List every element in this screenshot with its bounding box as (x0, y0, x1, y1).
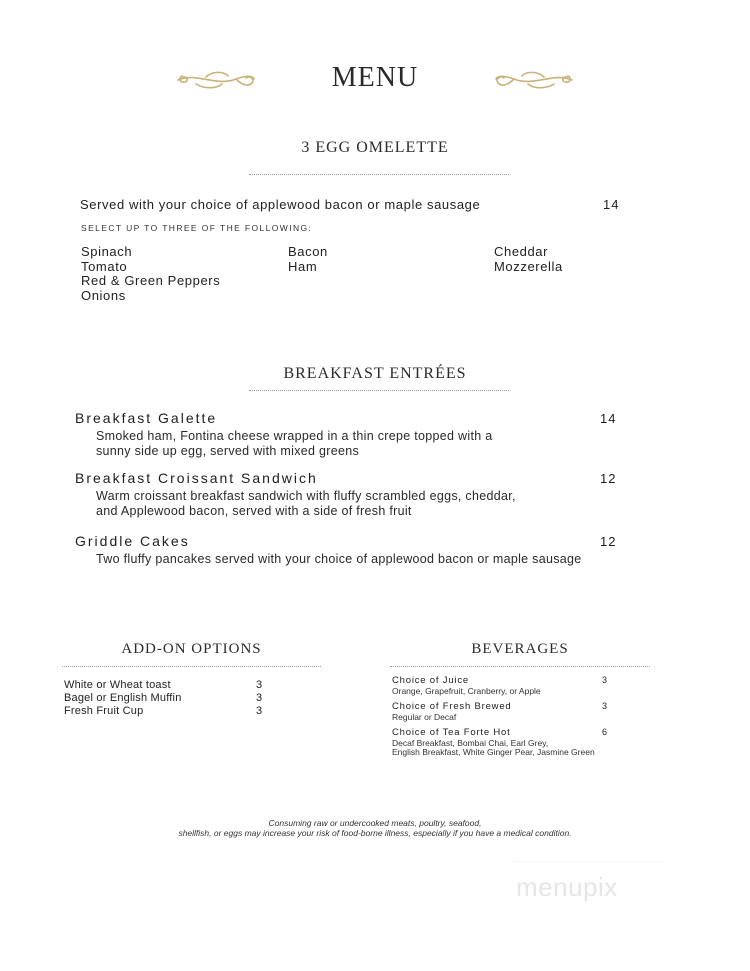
beverage-options: Decaf Breakfast, Bombai Chai, Earl Grey, (392, 738, 549, 748)
beverage-name: Choice of Fresh Brewed (392, 701, 512, 712)
beverage-options: English Breakfast, White Ginger Pear, Jasmine Green (392, 747, 595, 757)
beverage-price: 3 (602, 675, 608, 685)
omelette-select-note: SELECT UP TO THREE OF THE FOLLOWING: (81, 223, 313, 233)
addon-name: Bagel or English Muffin (64, 692, 182, 704)
right-flourish-ornament (494, 67, 574, 93)
watermark-logo: menupix (516, 872, 618, 902)
addon-price: 3 (256, 692, 263, 704)
omelette-description: Served with your choice of applewood bacon or maple sausage (80, 197, 481, 212)
addon-price: 3 (256, 679, 263, 691)
beverage-name: Choice of Tea Forte Hot (392, 727, 511, 738)
entree-description-line: Two fluffy pancakes served with your choice of applewood bacon or maple sausage (96, 552, 582, 566)
entrees-divider (249, 390, 509, 391)
entree-description-line: Smoked ham, Fontina cheese wrapped in a thin crepe topped with a (96, 429, 493, 443)
list-item: Onions (81, 287, 126, 303)
entree-description-line: Warm croissant breakfast sandwich with fluffy scrambled eggs, cheddar, (96, 489, 516, 503)
health-advisory-line: shellfish, or eggs may increase your risk of food-borne illness, especially if you have a medical condition. (178, 828, 572, 838)
addon-price: 3 (256, 705, 263, 717)
entree-price: 14 (600, 411, 617, 426)
addon-name: Fresh Fruit Cup (64, 705, 144, 717)
list-item: Red & Green Peppers (81, 273, 221, 289)
list-item: Bacon (288, 244, 328, 259)
omelette-price: 14 (603, 197, 620, 212)
beverage-price: 6 (602, 727, 608, 737)
list-item: Tomato (81, 258, 128, 274)
watermark-line (512, 861, 662, 862)
list-item: Spinach (81, 244, 133, 259)
omelette-section-title: 3 EGG OMELETTE (301, 139, 449, 156)
entree-name: Breakfast Croissant Sandwich (75, 470, 318, 486)
entrees-section-title: BREAKFAST ENTRÉES (283, 365, 467, 382)
list-item: Mozzerella (494, 258, 563, 274)
omelette-options-col2 (288, 245, 328, 274)
addon-name: White or Wheat toast (64, 679, 171, 691)
entree-name: Griddle Cakes (75, 533, 190, 549)
addons-divider (62, 666, 321, 667)
entree-price: 12 (600, 534, 617, 549)
entree-description-line: sunny side up egg, served with mixed greens (96, 444, 360, 458)
list-item: Ham (288, 258, 318, 274)
beverage-options: Orange, Grapefruit, Cranberry, or Apple (392, 686, 541, 696)
omelette-divider (249, 174, 509, 175)
beverages-section-title: BEVERAGES (471, 641, 569, 657)
entree-price: 12 (600, 471, 617, 486)
list-item: Cheddar (494, 244, 549, 259)
beverage-name: Choice of Juice (392, 675, 469, 686)
omelette-options-col3 (494, 245, 563, 274)
beverage-options: Regular or Decaf (392, 712, 457, 722)
menu-title: MENU (331, 62, 419, 93)
omelette-options-col1 (81, 245, 220, 303)
addons-section-title: ADD-ON OPTIONS (121, 641, 262, 657)
entree-name: Breakfast Galette (75, 410, 218, 426)
beverage-price: 3 (602, 701, 608, 711)
beverages-divider (390, 666, 650, 667)
entree-description-line: and Applewood bacon, served with a side of fresh fruit (96, 504, 412, 518)
health-advisory-line: Consuming raw or undercooked meats, poultry, seafood, (268, 818, 482, 828)
